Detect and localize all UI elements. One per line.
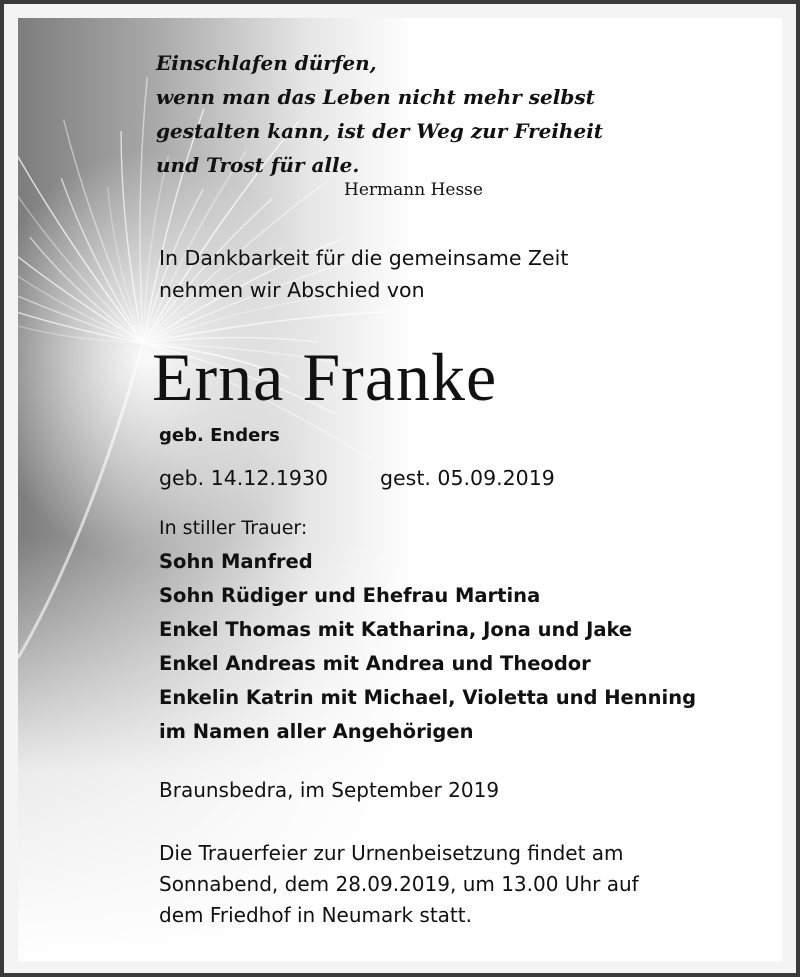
obituary-card — [18, 18, 782, 961]
maiden-name: geb. Enders — [159, 425, 280, 446]
quote-line: und Trost für alle. — [156, 153, 360, 177]
deceased-name: Erna Franke — [152, 339, 498, 415]
mourner-line: im Namen aller Angehörigen — [159, 720, 474, 743]
place-and-date: Braunsbedra, im September 2019 — [159, 778, 500, 802]
funeral-line: dem Friedhof in Neumark statt. — [159, 903, 472, 927]
mourner-line: Sohn Manfred — [159, 550, 313, 573]
intro-line: nehmen wir Abschied von — [159, 278, 425, 302]
death-date: gest. 05.09.2019 — [380, 466, 555, 490]
quote-line: gestalten kann, ist der Weg zur Freiheit — [156, 119, 604, 143]
funeral-notice — [159, 838, 639, 931]
quote-author: Hermann Hesse — [344, 180, 483, 200]
quote-line: wenn man das Leben nicht mehr selbst — [156, 85, 595, 109]
mourner-line: Enkel Andreas mit Andrea und Theodor — [159, 652, 591, 675]
quote — [156, 46, 603, 182]
mourners-list — [159, 545, 696, 749]
mourner-line: Sohn Rüdiger und Ehefrau Martina — [159, 584, 541, 607]
funeral-line: Die Trauerfeier zur Urnenbeisetzung findet am — [159, 841, 624, 865]
obituary-text — [18, 18, 782, 961]
mourner-line: Enkel Thomas mit Katharina, Jona und Jake — [159, 618, 633, 641]
birth-date: geb. 14.12.1930 — [159, 466, 329, 490]
intro-line: In Dankbarkeit für die gemeinsame Zeit — [159, 246, 569, 270]
intro-text — [159, 242, 568, 306]
quote-line: Einschlafen dürfen, — [156, 51, 377, 75]
mourners-intro: In stiller Trauer: — [159, 517, 308, 539]
mourner-line: Enkelin Katrin mit Michael, Violetta und Henning — [159, 686, 697, 709]
funeral-line: Sonnabend, dem 28.09.2019, um 13.00 Uhr auf — [159, 872, 639, 896]
life-dates — [159, 466, 555, 490]
